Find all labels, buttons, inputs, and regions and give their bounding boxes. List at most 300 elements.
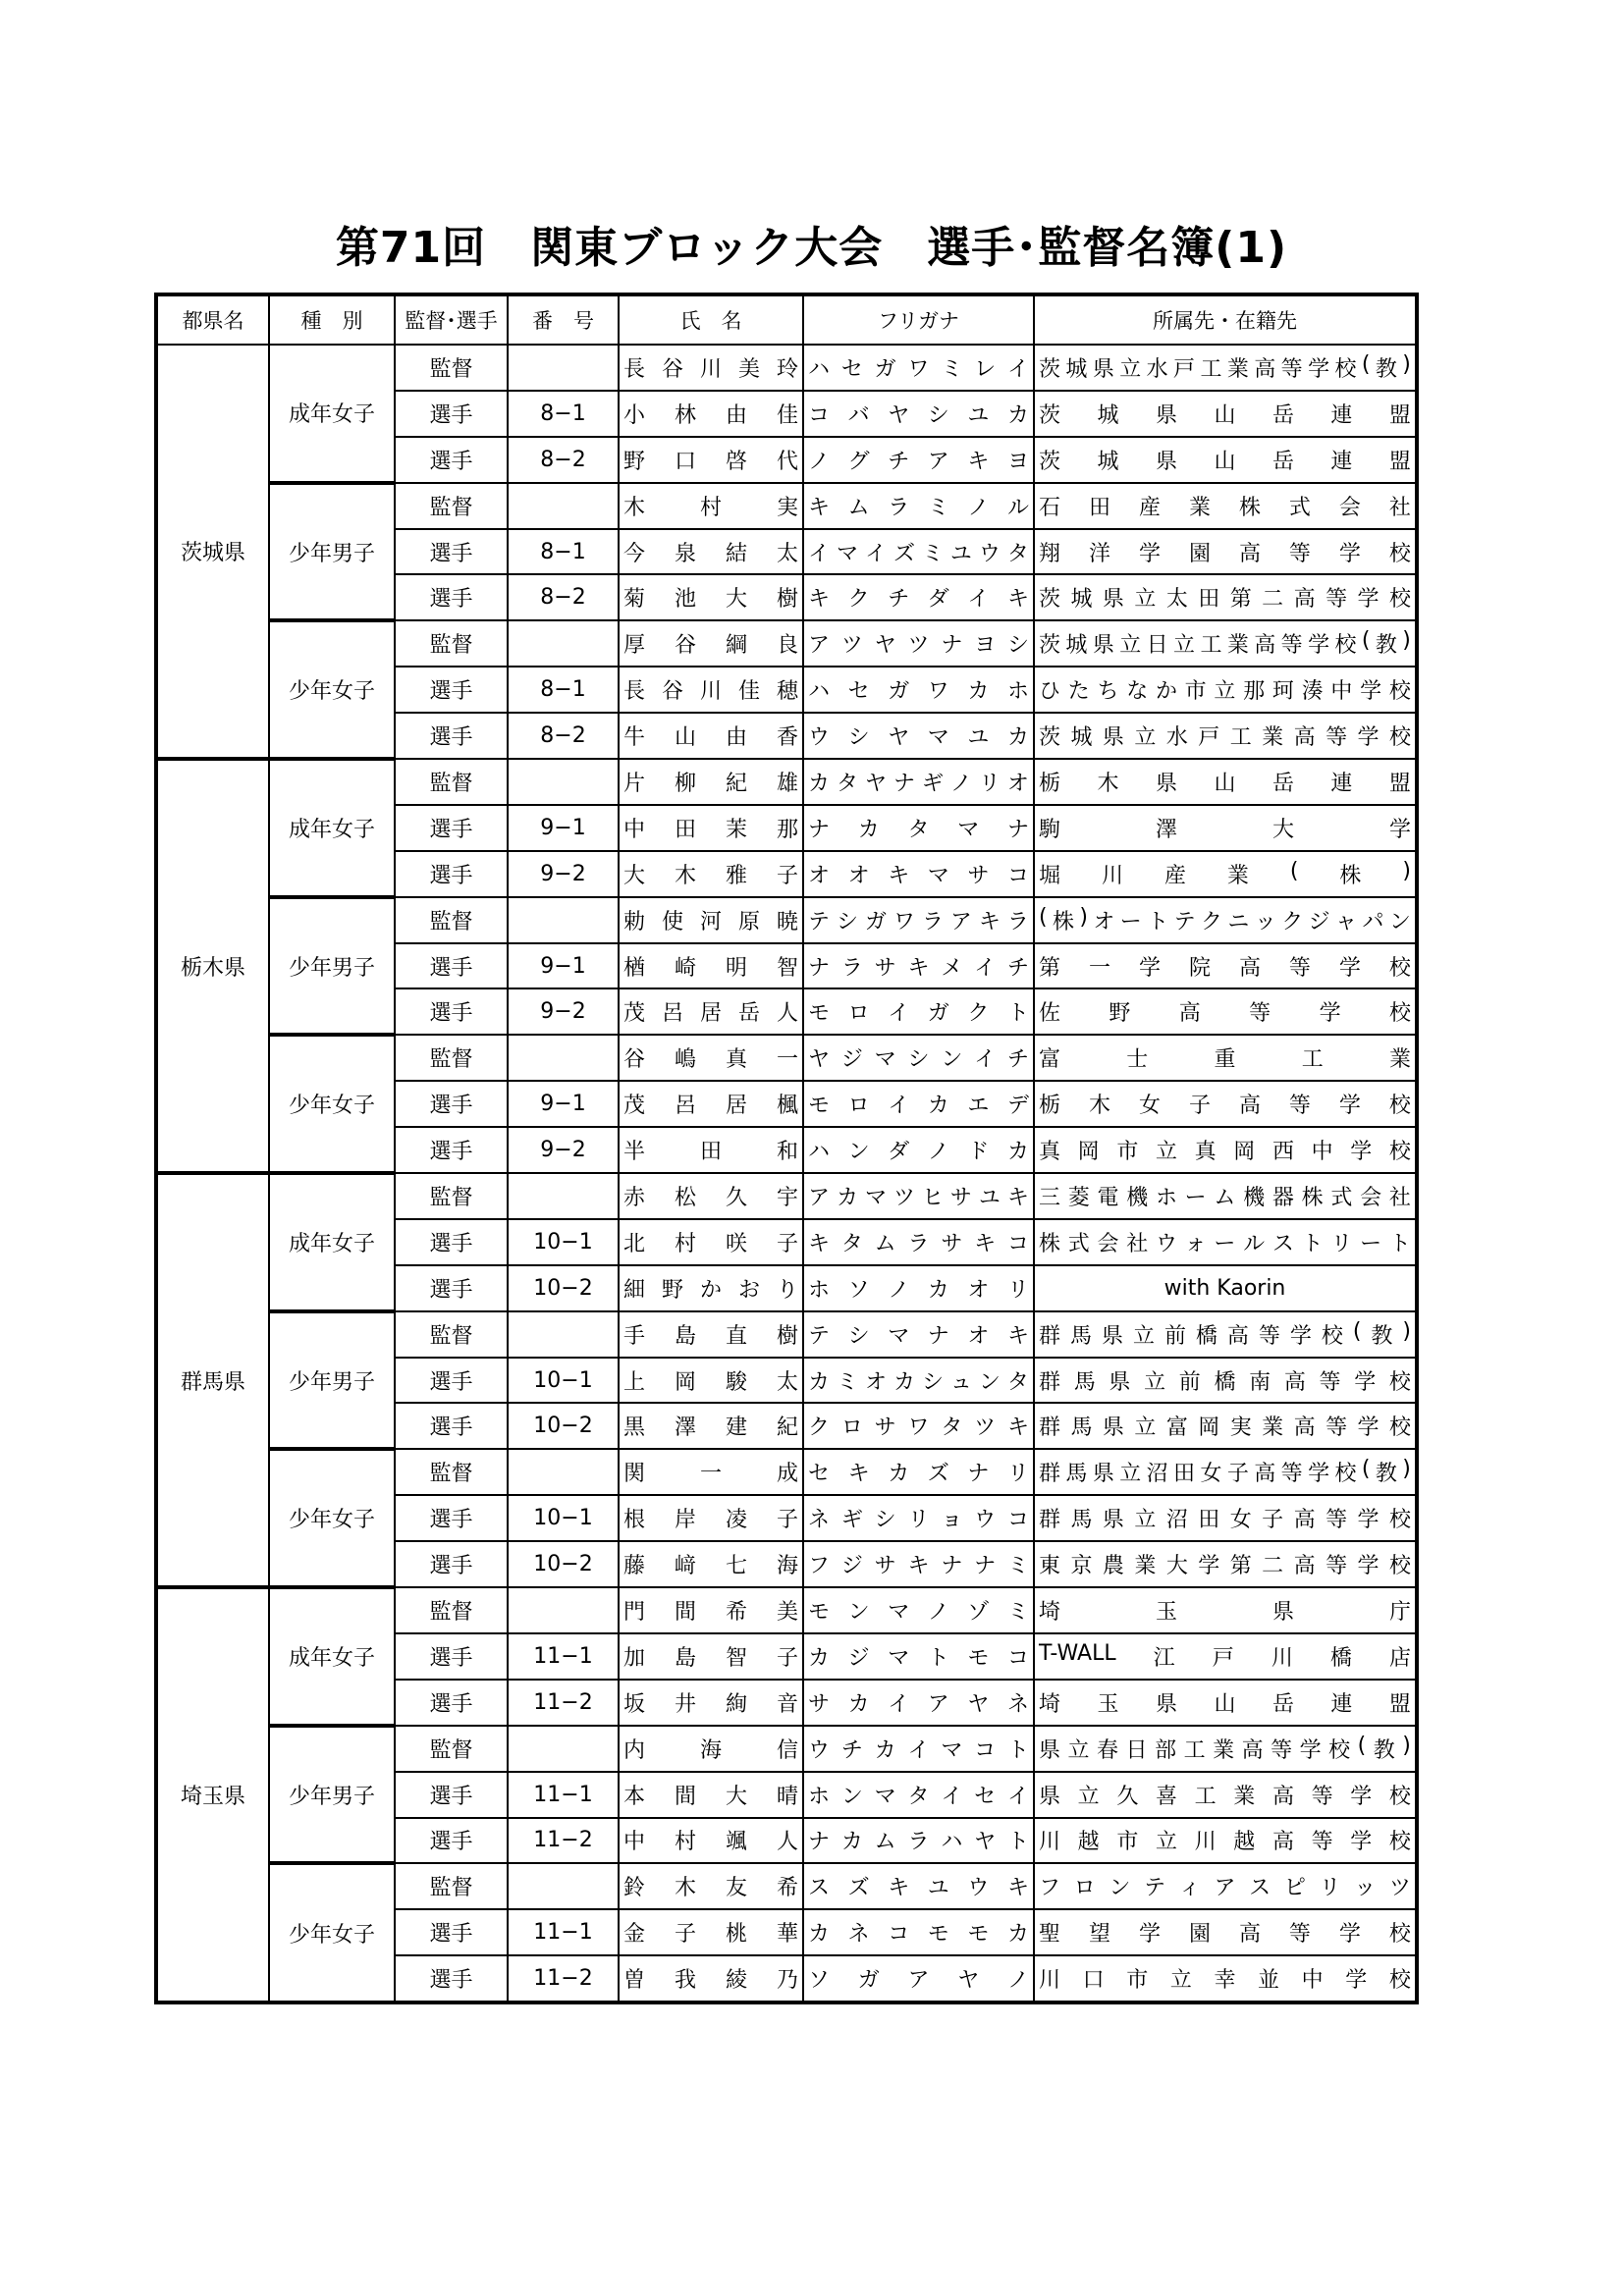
roster-table: [154, 293, 1419, 2004]
furigana-cell: [803, 713, 1034, 759]
number-cell: 9−1: [508, 805, 619, 851]
name-cell-text: 根 岸 凌 子: [623, 1508, 798, 1533]
role-cell: 監督: [395, 1449, 508, 1495]
furigana-cell: [803, 1081, 1034, 1127]
name-cell-text: 手 島 直 樹: [623, 1323, 798, 1349]
header-role: 監督･選手: [395, 294, 508, 345]
affiliation-cell: [1034, 437, 1417, 483]
affiliation-cell-text: ( 株 ) オ ー ト テ ク ニ ッ ク ジ ャ パ ン: [1039, 904, 1411, 934]
furigana-cell-text: キ タ ム ラ サ キ コ: [808, 1231, 1029, 1256]
role-cell: 監督: [395, 759, 508, 805]
furigana-cell-text: テ シ ガ ワ ラ ア キ ラ: [808, 909, 1029, 934]
affiliation-cell: [1034, 483, 1417, 529]
affiliation-cell-text: 三 菱 電 機 ホ ー ム 機 器 株 式 会 社: [1039, 1185, 1411, 1210]
number-cell: 11−2: [508, 1818, 619, 1864]
furigana-cell-text: カ ミ オ カ シ ュ ン タ: [808, 1369, 1029, 1395]
role-cell: 選手: [395, 391, 508, 437]
name-cell-text: 鈴 木 友 希: [623, 1876, 798, 1901]
number-cell: 8−2: [508, 437, 619, 483]
affiliation-cell-text: 茨 城 県 立 水 戸 工 業 高 等 学 校 ( 教 ): [1039, 351, 1411, 382]
number-cell: [508, 620, 619, 667]
furigana-cell-text: ウ シ ヤ マ ユ カ: [808, 725, 1029, 751]
name-cell-text: 加 島 智 子: [623, 1645, 798, 1671]
furigana-cell: [803, 1863, 1034, 1909]
name-cell: [619, 1633, 803, 1680]
furigana-cell: [803, 1955, 1034, 2002]
furigana-cell: [803, 1127, 1034, 1173]
category-cell: 少年男子: [269, 1311, 395, 1450]
name-cell: [619, 988, 803, 1035]
number-cell: [508, 1449, 619, 1495]
role-cell: 監督: [395, 1863, 508, 1909]
furigana-cell: [803, 1633, 1034, 1680]
name-cell: [619, 1587, 803, 1633]
name-cell-text: 厚 谷 綱 良: [623, 633, 798, 659]
affiliation-cell-text: 茨 城 県 立 太 田 第 二 高 等 学 校: [1039, 587, 1411, 613]
furigana-cell-text: ハ セ ガ ワ ミ レ イ: [808, 356, 1029, 382]
furigana-cell: [803, 1818, 1034, 1864]
affiliation-cell-text: 聖 望 学 園 高 等 学 校: [1039, 1922, 1411, 1948]
furigana-cell: [803, 805, 1034, 851]
affiliation-cell-text: 富 士 重 工 業: [1039, 1047, 1411, 1073]
role-cell: 選手: [395, 529, 508, 575]
table-row: [156, 345, 1417, 391]
furigana-cell-text: イ マ イ ズ ミ ユ ウ タ: [808, 541, 1029, 566]
role-cell: 監督: [395, 620, 508, 667]
affiliation-cell: [1034, 713, 1417, 759]
affiliation-cell: [1034, 1127, 1417, 1173]
furigana-cell: [803, 1587, 1034, 1633]
header-prefecture: 都県名: [156, 294, 269, 345]
name-cell-text: 内 海 信: [623, 1737, 798, 1763]
name-cell-text: 茂 呂 居 岳 人: [623, 1001, 798, 1027]
number-cell: 11−1: [508, 1772, 619, 1818]
name-cell-text: 細 野 か お り: [623, 1277, 798, 1303]
role-cell: 監督: [395, 1173, 508, 1219]
affiliation-cell: [1034, 1909, 1417, 1955]
name-cell-text: 赤 松 久 宇: [623, 1185, 798, 1210]
roster-body: [156, 345, 1417, 2002]
header-name: 氏 名: [619, 294, 803, 345]
furigana-cell-text: ア カ マ ツ ヒ サ ユ キ: [808, 1185, 1029, 1210]
affiliation-cell: [1034, 574, 1417, 620]
affiliation-cell-text: 群 馬 県 立 前 橋 南 高 等 学 校: [1039, 1369, 1411, 1395]
name-cell-text: 曽 我 綾 乃: [623, 1968, 798, 1994]
affiliation-cell-text: 東 京 農 業 大 学 第 二 高 等 学 校: [1039, 1554, 1411, 1579]
role-cell: 監督: [395, 483, 508, 529]
name-cell: [619, 1173, 803, 1219]
affiliation-cell-text: 茨 城 県 山 岳 連 盟: [1039, 449, 1411, 474]
affiliation-cell-text: フ ロ ン テ ィ ア ス ピ リ ッ ツ: [1039, 1876, 1411, 1901]
affiliation-cell: [1034, 1955, 1417, 2002]
name-cell-text: 中 田 茉 那: [623, 817, 798, 842]
name-cell-text: 関 一 成: [623, 1462, 798, 1487]
affiliation-cell: [1034, 851, 1417, 897]
name-cell-text: 牛 山 由 香: [623, 725, 798, 751]
name-cell-text: 坂 井 絢 音: [623, 1691, 798, 1717]
furigana-cell: [803, 1219, 1034, 1265]
furigana-cell-text: ネ ギ シ リ ョ ウ コ: [808, 1508, 1029, 1533]
name-cell-text: 野 口 啓 代: [623, 449, 798, 474]
number-cell: [508, 759, 619, 805]
role-cell: 選手: [395, 1403, 508, 1449]
role-cell: 選手: [395, 1127, 508, 1173]
furigana-cell-text: テ シ マ ナ オ キ: [808, 1323, 1029, 1349]
name-cell: [619, 1495, 803, 1541]
furigana-cell: [803, 529, 1034, 575]
affiliation-cell: [1034, 345, 1417, 391]
table-row: [156, 620, 1417, 667]
furigana-cell: [803, 1173, 1034, 1219]
furigana-cell-text: ア ツ ヤ ツ ナ ヨ シ: [808, 633, 1029, 659]
furigana-cell: [803, 1541, 1034, 1587]
role-cell: 監督: [395, 1587, 508, 1633]
affiliation-cell: [1034, 1449, 1417, 1495]
affiliation-cell-text: 川 口 市 立 幸 並 中 学 校: [1039, 1968, 1411, 1994]
name-cell: [619, 1081, 803, 1127]
table-row: [156, 1173, 1417, 1219]
furigana-cell: [803, 1035, 1034, 1081]
role-cell: 選手: [395, 943, 508, 989]
furigana-cell: [803, 1358, 1034, 1404]
furigana-cell-text: カ ネ コ モ モ カ: [808, 1922, 1029, 1948]
furigana-cell: [803, 1403, 1034, 1449]
affiliation-cell-text: ひ た ち な か 市 立 那 珂 湊 中 学 校: [1039, 679, 1411, 705]
name-cell-text: 黒 澤 建 紀: [623, 1415, 798, 1441]
affiliation-cell-text: 栃 木 県 山 岳 連 盟: [1039, 771, 1411, 796]
affiliation-cell-text: 翔 洋 学 園 高 等 学 校: [1039, 541, 1411, 566]
furigana-cell-text: フ ジ サ キ ナ ナ ミ: [808, 1554, 1029, 1579]
number-cell: 9−2: [508, 1127, 619, 1173]
role-cell: 選手: [395, 851, 508, 897]
name-cell: [619, 1863, 803, 1909]
affiliation-cell: [1034, 1173, 1417, 1219]
table-row: [156, 1863, 1417, 1909]
name-cell: [619, 1403, 803, 1449]
affiliation-cell-text: 第 一 学 院 高 等 学 校: [1039, 955, 1411, 981]
furigana-cell: [803, 391, 1034, 437]
furigana-cell-text: ヤ ジ マ シ ン イ チ: [808, 1047, 1029, 1073]
number-cell: 10−1: [508, 1358, 619, 1404]
name-cell-text: 北 村 咲 子: [623, 1231, 798, 1256]
header-number: 番 号: [508, 294, 619, 345]
category-cell: 成年女子: [269, 1587, 395, 1726]
name-cell: [619, 574, 803, 620]
number-cell: 11−1: [508, 1633, 619, 1680]
affiliation-cell: [1034, 1265, 1417, 1311]
role-cell: 選手: [395, 1265, 508, 1311]
affiliation-cell: [1034, 1587, 1417, 1633]
affiliation-cell-text: 茨 城 県 立 日 立 工 業 高 等 学 校 ( 教 ): [1039, 628, 1411, 659]
affiliation-cell: [1034, 805, 1417, 851]
name-cell-text: 門 間 希 美: [623, 1599, 798, 1625]
affiliation-cell: [1034, 1035, 1417, 1081]
role-cell: 監督: [395, 1726, 508, 1772]
role-cell: 監督: [395, 1035, 508, 1081]
role-cell: 選手: [395, 1818, 508, 1864]
furigana-cell: [803, 483, 1034, 529]
number-cell: 11−1: [508, 1909, 619, 1955]
affiliation-cell-text: 佐 野 高 等 学 校: [1039, 1001, 1411, 1027]
name-cell: [619, 759, 803, 805]
affiliation-cell: [1034, 529, 1417, 575]
name-cell-text: 小 林 由 佳: [623, 402, 798, 428]
number-cell: 10−2: [508, 1541, 619, 1587]
name-cell: [619, 897, 803, 943]
furigana-cell-text: ク ロ サ ワ タ ツ キ: [808, 1415, 1029, 1441]
furigana-cell-text: オ オ キ マ サ コ: [808, 863, 1029, 888]
furigana-cell-text: カ タ ヤ ナ ギ ノ リ オ: [808, 771, 1029, 796]
furigana-cell: [803, 1311, 1034, 1358]
name-cell: [619, 391, 803, 437]
furigana-cell-text: カ ジ マ ト モ コ: [808, 1645, 1029, 1671]
affiliation-cell: [1034, 1680, 1417, 1726]
name-cell-text: 上 岡 駿 太: [623, 1369, 798, 1395]
furigana-cell-text: ハ ン ダ ノ ド カ: [808, 1140, 1029, 1165]
role-cell: 選手: [395, 1909, 508, 1955]
affiliation-cell: [1034, 1311, 1417, 1358]
furigana-cell-text: ナ カ タ マ ナ: [808, 817, 1029, 842]
role-cell: 選手: [395, 1495, 508, 1541]
name-cell: [619, 1541, 803, 1587]
furigana-cell-text: ホ ソ ノ カ オ リ: [808, 1277, 1029, 1303]
affiliation-cell-text: 群 馬 県 立 富 岡 実 業 高 等 学 校: [1039, 1415, 1411, 1441]
affiliation-cell: [1034, 988, 1417, 1035]
category-cell: 少年男子: [269, 1726, 395, 1864]
role-cell: 選手: [395, 988, 508, 1035]
furigana-cell: [803, 1449, 1034, 1495]
furigana-cell: [803, 574, 1034, 620]
affiliation-cell-text: 川 越 市 立 川 越 高 等 学 校: [1039, 1830, 1411, 1855]
affiliation-cell-text: 県 立 久 喜 工 業 高 等 学 校: [1039, 1784, 1411, 1809]
role-cell: 選手: [395, 1541, 508, 1587]
number-cell: 10−1: [508, 1219, 619, 1265]
affiliation-cell-text: 堀 川 産 業 ( 株 ): [1039, 858, 1411, 888]
name-cell-text: 今 泉 結 太: [623, 541, 798, 566]
affiliation-cell: [1034, 620, 1417, 667]
role-cell: 選手: [395, 1955, 508, 2002]
category-cell: 少年男子: [269, 897, 395, 1036]
name-cell: [619, 1726, 803, 1772]
category-cell: 成年女子: [269, 345, 395, 483]
number-cell: 8−2: [508, 574, 619, 620]
name-cell: [619, 851, 803, 897]
number-cell: 9−2: [508, 851, 619, 897]
role-cell: 選手: [395, 1772, 508, 1818]
affiliation-cell-text: 群 馬 県 立 前 橋 高 等 学 校 ( 教 ): [1039, 1318, 1411, 1349]
name-cell-text: 半 田 和: [623, 1140, 798, 1165]
name-cell-text: 木 村 実: [623, 495, 798, 520]
name-cell: [619, 345, 803, 391]
category-cell: 少年女子: [269, 1449, 395, 1587]
table-row: [156, 897, 1417, 943]
name-cell: [619, 1772, 803, 1818]
name-cell-text: 片 柳 紀 雄: [623, 771, 798, 796]
furigana-cell-text: ウ チ カ イ マ コ ト: [808, 1737, 1029, 1763]
role-cell: 監督: [395, 345, 508, 391]
number-cell: 11−2: [508, 1955, 619, 2002]
name-cell: [619, 1358, 803, 1404]
number-cell: 9−2: [508, 988, 619, 1035]
name-cell: [619, 437, 803, 483]
furigana-cell-text: ス ズ キ ユ ウ キ: [808, 1876, 1029, 1901]
number-cell: 10−2: [508, 1265, 619, 1311]
affiliation-cell: [1034, 897, 1417, 943]
number-cell: 10−2: [508, 1403, 619, 1449]
affiliation-cell: [1034, 1726, 1417, 1772]
role-cell: 選手: [395, 1358, 508, 1404]
name-cell: [619, 529, 803, 575]
furigana-cell: [803, 988, 1034, 1035]
name-cell: [619, 620, 803, 667]
name-cell-text: 本 間 大 晴: [623, 1784, 798, 1809]
furigana-cell: [803, 1680, 1034, 1726]
category-cell: 少年女子: [269, 620, 395, 759]
name-cell: [619, 483, 803, 529]
role-cell: 監督: [395, 1311, 508, 1358]
furigana-cell-text: ソ ガ ア ヤ ノ: [808, 1968, 1029, 1994]
furigana-cell-text: キ ム ラ ミ ノ ル: [808, 495, 1029, 520]
role-cell: 監督: [395, 897, 508, 943]
number-cell: [508, 345, 619, 391]
number-cell: 10−1: [508, 1495, 619, 1541]
table-row: [156, 1035, 1417, 1081]
furigana-cell: [803, 851, 1034, 897]
affiliation-cell-text: 群 馬 県 立 沼 田 女 子 高 等 学 校 ( 教 ): [1039, 1457, 1411, 1487]
name-cell: [619, 713, 803, 759]
category-cell: 少年男子: [269, 483, 395, 621]
name-cell-text: 谷 嶋 真 一: [623, 1047, 798, 1073]
number-cell: [508, 897, 619, 943]
affiliation-cell-text: 埼 玉 県 山 岳 連 盟: [1039, 1691, 1411, 1717]
role-cell: 選手: [395, 1680, 508, 1726]
affiliation-cell: [1034, 1633, 1417, 1680]
name-cell-text: 楢 崎 明 智: [623, 955, 798, 981]
furigana-cell: [803, 1726, 1034, 1772]
affiliation-cell: [1034, 1541, 1417, 1587]
table-row: [156, 1726, 1417, 1772]
page-title: 第71回 関東ブロック大会 選手･監督名簿(1): [335, 223, 1288, 273]
role-cell: 選手: [395, 667, 508, 713]
furigana-cell-text: コ バ ヤ シ ユ カ: [808, 402, 1029, 428]
role-cell: 選手: [395, 1081, 508, 1127]
furigana-cell-text: キ ク チ ダ イ キ: [808, 587, 1029, 613]
role-cell: 選手: [395, 1219, 508, 1265]
furigana-cell: [803, 620, 1034, 667]
number-cell: 8−1: [508, 667, 619, 713]
name-cell: [619, 805, 803, 851]
name-cell-text: 中 村 颯 人: [623, 1830, 798, 1855]
furigana-cell: [803, 1495, 1034, 1541]
furigana-cell-text: ナ ラ サ キ メ イ チ: [808, 955, 1029, 981]
number-cell: 8−2: [508, 713, 619, 759]
affiliation-cell-text: 県 立 春 日 部 工 業 高 等 学 校 ( 教 ): [1039, 1733, 1411, 1763]
affiliation-cell-text: 石 田 産 業 株 式 会 社: [1039, 495, 1411, 520]
name-cell-text: 長 谷 川 美 玲: [623, 356, 798, 382]
furigana-cell: [803, 1909, 1034, 1955]
affiliation-cell-text: 埼 玉 県 庁: [1039, 1599, 1411, 1625]
affiliation-cell: [1034, 1219, 1417, 1265]
role-cell: 選手: [395, 805, 508, 851]
furigana-cell: [803, 759, 1034, 805]
furigana-cell-text: モ ロ イ ガ ク ト: [808, 1001, 1029, 1027]
affiliation-cell: [1034, 1772, 1417, 1818]
name-cell-text: 大 木 雅 子: [623, 863, 798, 888]
furigana-cell: [803, 345, 1034, 391]
name-cell: [619, 1311, 803, 1358]
affiliation-cell: [1034, 667, 1417, 713]
table-row: [156, 1311, 1417, 1358]
name-cell: [619, 1909, 803, 1955]
name-cell-text: 勅 使 河 原 暁: [623, 909, 798, 934]
role-cell: 選手: [395, 1633, 508, 1680]
affiliation-cell: [1034, 943, 1417, 989]
name-cell-text: 金 子 桃 華: [623, 1922, 798, 1948]
name-cell: [619, 1265, 803, 1311]
role-cell: 選手: [395, 713, 508, 759]
affiliation-cell: [1034, 759, 1417, 805]
furigana-cell-text: ホ ン マ タ イ セ イ: [808, 1784, 1029, 1809]
name-cell: [619, 943, 803, 989]
number-cell: [508, 1726, 619, 1772]
affiliation-cell-text: T-WALL 江 戸 川 橋 店: [1039, 1640, 1411, 1671]
affiliation-cell: [1034, 1818, 1417, 1864]
category-cell: 少年女子: [269, 1863, 395, 2002]
header-category: 種 別: [269, 294, 395, 345]
furigana-cell-text: モ ン マ ノ ゾ ミ: [808, 1599, 1029, 1625]
affiliation-cell: [1034, 391, 1417, 437]
role-cell: 選手: [395, 437, 508, 483]
affiliation-cell-text: 株 式 会 社 ウ ォ ー ル ス ト リ ー ト: [1039, 1231, 1411, 1256]
affiliation-cell: [1034, 1081, 1417, 1127]
furigana-cell: [803, 437, 1034, 483]
furigana-cell: [803, 1772, 1034, 1818]
number-cell: [508, 1311, 619, 1358]
furigana-cell-text: セ キ カ ズ ナ リ: [808, 1462, 1029, 1487]
name-cell: [619, 667, 803, 713]
furigana-cell-text: サ カ イ ア ヤ ネ: [808, 1691, 1029, 1717]
name-cell: [619, 1035, 803, 1081]
number-cell: 9−1: [508, 1081, 619, 1127]
number-cell: [508, 1173, 619, 1219]
number-cell: [508, 1863, 619, 1909]
name-cell: [619, 1955, 803, 2002]
affiliation-cell: [1034, 1403, 1417, 1449]
affiliation-cell-text: 茨 城 県 立 水 戸 工 業 高 等 学 校: [1039, 725, 1411, 751]
furigana-cell-text: ハ セ ガ ワ カ ホ: [808, 679, 1029, 705]
furigana-cell: [803, 667, 1034, 713]
table-header-row: [156, 294, 1417, 345]
furigana-cell: [803, 943, 1034, 989]
affiliation-cell-text: 茨 城 県 山 岳 連 盟: [1039, 402, 1411, 428]
name-cell: [619, 1449, 803, 1495]
name-cell: [619, 1127, 803, 1173]
number-cell: [508, 483, 619, 529]
number-cell: [508, 1035, 619, 1081]
table-row: [156, 483, 1417, 529]
name-cell-text: 長 谷 川 佳 穂: [623, 679, 798, 705]
name-cell-text: 茂 呂 居 楓: [623, 1094, 798, 1119]
name-cell: [619, 1219, 803, 1265]
number-cell: 11−2: [508, 1680, 619, 1726]
category-cell: 少年女子: [269, 1035, 395, 1173]
prefecture-cell: 埼玉県: [156, 1587, 269, 2002]
table-row: [156, 759, 1417, 805]
name-cell: [619, 1680, 803, 1726]
prefecture-cell: 茨城県: [156, 345, 269, 759]
header-furigana: フリガナ: [803, 294, 1034, 345]
category-cell: 成年女子: [269, 1173, 395, 1311]
